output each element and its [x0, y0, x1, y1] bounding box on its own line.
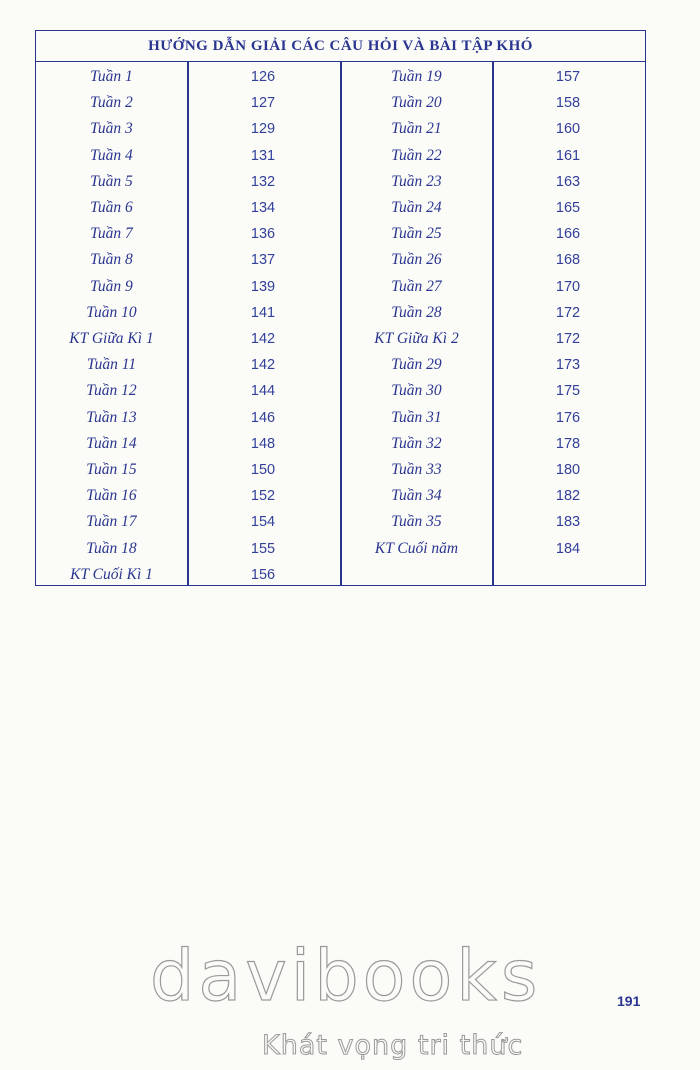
toc-entry-page: 172 — [555, 331, 581, 347]
toc-entry-label: Tuần 26 — [391, 251, 442, 269]
toc-entry-page: 142 — [250, 357, 276, 374]
toc-entry-label: Tuần 8 — [90, 251, 133, 269]
toc-entry-label: Tuần 5 — [90, 172, 133, 190]
toc-entry-page: 141 — [250, 304, 276, 321]
toc-entry-label: Tuần 30 — [391, 382, 442, 400]
toc-entry-page: 157 — [555, 69, 581, 85]
toc-entry-page: 137 — [250, 252, 276, 269]
toc-entry-page: 131 — [250, 147, 276, 164]
toc-entry-label: Tuần 20 — [391, 94, 442, 112]
toc-entry-label: Tuần 34 — [391, 487, 442, 505]
toc-entry-label: Tuần 18 — [86, 539, 137, 557]
toc-entry-label: Tuần 21 — [391, 120, 442, 138]
toc-entry-label: Tuần 24 — [391, 199, 442, 216]
toc-entry-page: 136 — [250, 226, 276, 243]
toc-entry-page: 129 — [250, 121, 276, 138]
toc-entry-label: Tuần 2 — [90, 94, 133, 112]
toc-entry-label: KT Cuối Kì 1 — [70, 565, 153, 583]
toc-entry-label: Tuần 31 — [391, 408, 442, 426]
toc-entry-page: 160 — [555, 121, 581, 138]
toc-entry-page: 168 — [555, 252, 581, 269]
toc-title: HƯỚNG DẪN GIẢI CÁC CÂU HỎI VÀ BÀI TẬP KHÓ — [36, 31, 645, 62]
toc-entry-label: Tuần 13 — [86, 408, 137, 426]
toc-entry-page: 180 — [555, 462, 581, 478]
toc-entry-label: Tuần 15 — [86, 461, 137, 478]
toc-entry-page: 172 — [555, 304, 581, 321]
toc-entry-page: 184 — [555, 540, 581, 557]
toc-entry-page: 146 — [250, 409, 276, 426]
toc-entry-page: 183 — [555, 514, 581, 531]
toc-entry-label: Tuần 10 — [86, 303, 137, 321]
brand-watermark: davibooks — [150, 935, 542, 1017]
toc-entry-page: 166 — [555, 226, 581, 243]
toc-entry-label: Tuần 1 — [90, 68, 133, 85]
toc-entry-page: 158 — [555, 95, 581, 112]
toc-entry-label: Tuần 7 — [90, 225, 133, 243]
toc-entry-page: 134 — [250, 200, 276, 216]
toc-entry-label: Tuần 3 — [90, 120, 133, 138]
toc-entry-page: 182 — [555, 488, 581, 505]
toc-entry-label: Tuần 32 — [391, 434, 442, 452]
toc-entry-page: 165 — [555, 200, 581, 216]
toc-entry-label: Tuần 33 — [391, 461, 442, 478]
brand-slogan: Khát vọng tri thức — [262, 1030, 524, 1061]
toc-entry-label: Tuần 12 — [86, 382, 137, 400]
toc-entry-page: 127 — [250, 95, 276, 112]
toc-entry-label: Tuần 6 — [90, 199, 133, 216]
toc-entry-label: Tuần 28 — [391, 303, 442, 321]
toc-entry-label: Tuần 11 — [86, 356, 137, 374]
toc-entry-page: 161 — [555, 147, 581, 164]
toc-entry-page: 175 — [555, 383, 581, 400]
toc-entry-label: Tuần 25 — [391, 225, 442, 243]
toc-entry-label: Tuần 19 — [391, 68, 442, 85]
toc-entry-label: KT Giữa Kì 1 — [69, 330, 154, 347]
toc-entry-page: 142 — [250, 331, 276, 347]
page-number: 191 — [617, 993, 641, 1009]
toc-entry-label: Tuần 17 — [86, 513, 137, 531]
toc-entry-label: KT Giữa Kì 2 — [374, 330, 459, 347]
toc-entry-label: Tuần 9 — [90, 277, 133, 295]
toc-columns — [36, 62, 645, 586]
toc-entry-page: 156 — [250, 566, 276, 583]
toc-entry-page: 150 — [250, 462, 276, 478]
toc-entry-page: 139 — [250, 278, 276, 295]
toc-entry-page: 154 — [250, 514, 276, 531]
toc-entry-label: Tuần 22 — [391, 146, 442, 164]
toc-entry-page: 178 — [555, 435, 581, 452]
toc-entry-page: 176 — [555, 409, 581, 426]
toc-entry-label: Tuần 16 — [86, 487, 137, 505]
toc-entry-page: 173 — [555, 357, 581, 374]
toc-entry-page: 152 — [250, 488, 276, 505]
toc-entry-page: 163 — [555, 173, 581, 190]
toc-entry-label: Tuần 23 — [391, 172, 442, 190]
toc-entry-label: KT Cuối năm — [374, 539, 459, 557]
toc-entry-label: Tuần 27 — [391, 277, 442, 295]
toc-table — [35, 30, 646, 586]
toc-entry-label: Tuần 29 — [391, 356, 442, 374]
toc-entry-page: 148 — [250, 435, 276, 452]
toc-entry-label: Tuần 14 — [86, 434, 137, 452]
toc-entry-label: Tuần 4 — [90, 146, 133, 164]
toc-entry-label: Tuần 35 — [391, 513, 442, 531]
toc-entry-page: 132 — [250, 173, 276, 190]
toc-entry-page: 155 — [250, 540, 276, 557]
toc-entry-page: 126 — [250, 69, 276, 85]
toc-entry-page: 170 — [555, 278, 581, 295]
toc-entry-page: 144 — [250, 383, 276, 400]
